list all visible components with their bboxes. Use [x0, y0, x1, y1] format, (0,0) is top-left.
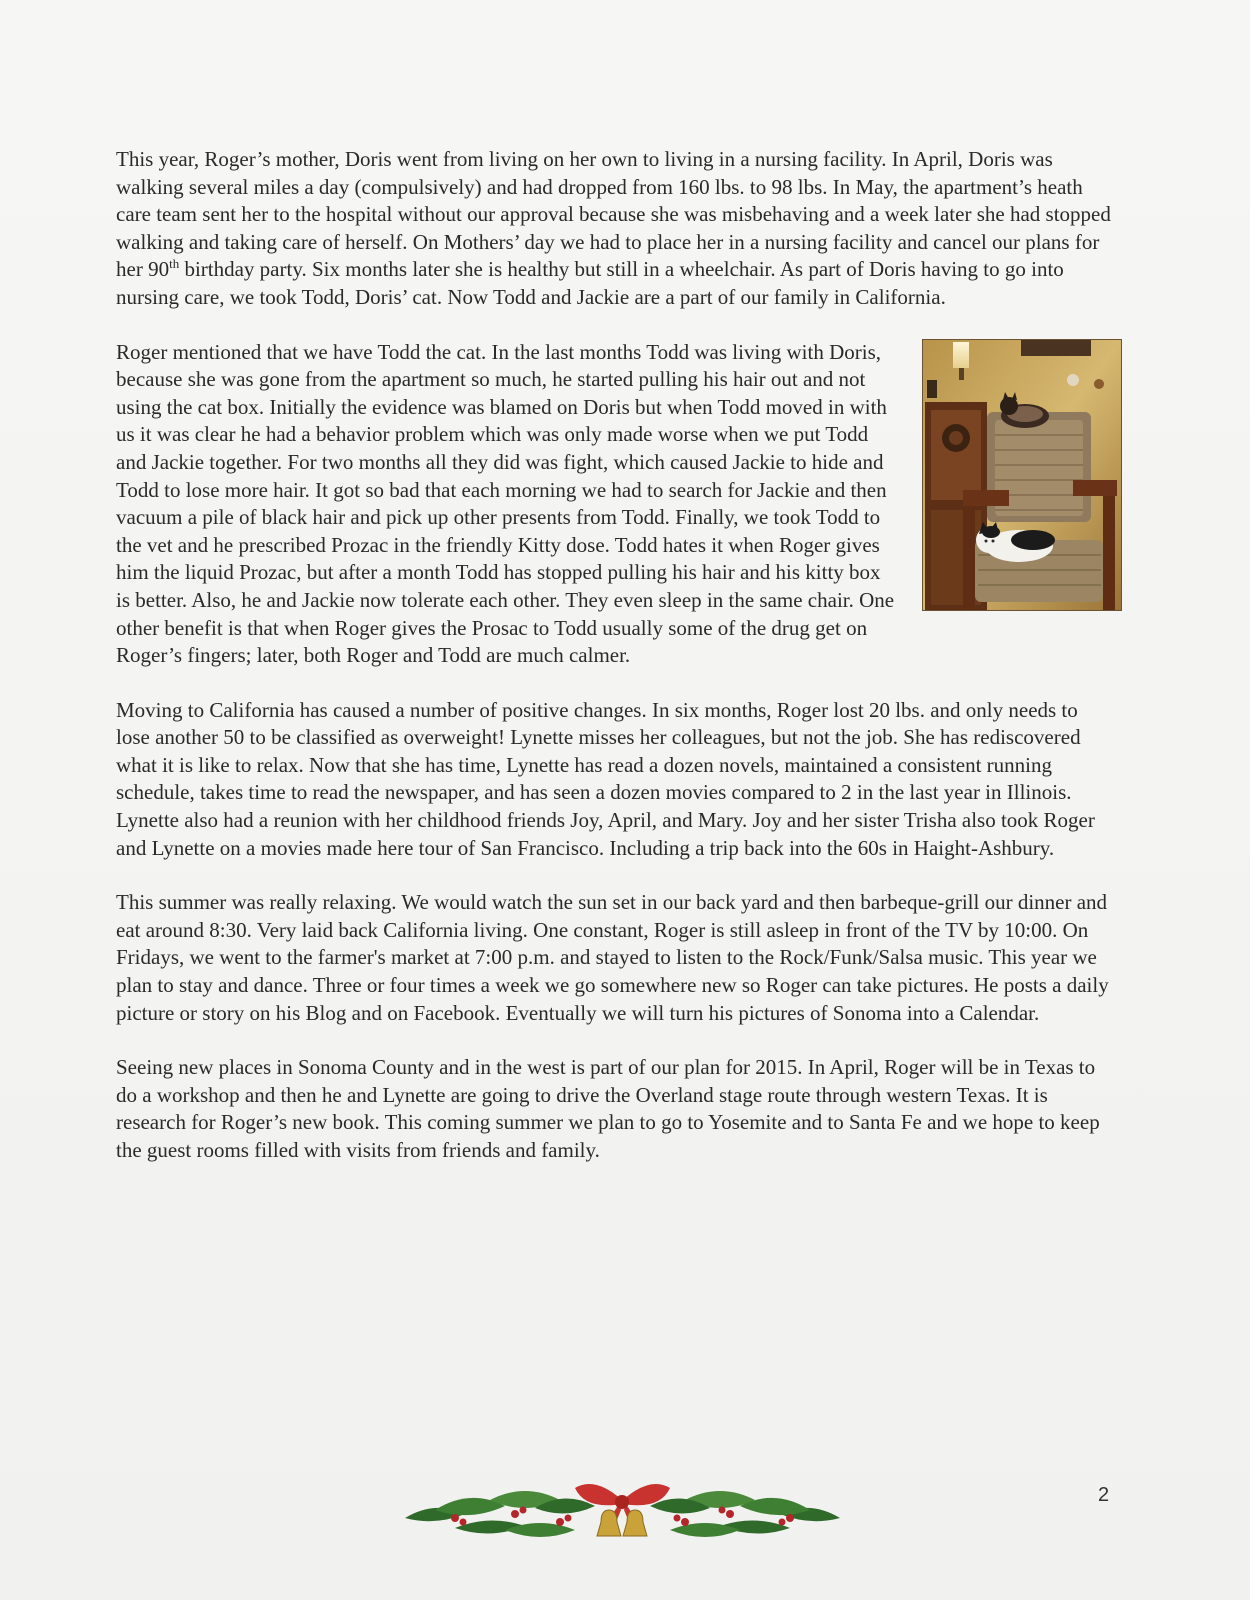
cats-on-chair-photo [922, 339, 1122, 611]
paragraph-plans-2015 [116, 1054, 1116, 1164]
paragraph-text: Roger mentioned that we have Todd the cat. In the last months Todd was living with Doris, because she was gone from the apartment so much, he started pulling his hair out and not using the cat box. Initially the evidence was blamed on Doris but when Todd moved in with us it was clear he had a behavior problem which was only made worse when we put Todd and Jackie together. For two months all they did was fight, which caused Jackie to hide and Todd to lose more hair. It got so bad that each morning we had to search for Jackie and then vacuum a pile of black hair and pick up other presents from Todd. Finally, we took Todd to the vet and he prescribed Prozac in the friendly Kitty dose. Todd hates it when Roger gives him the liquid Prozac, but after a month Todd has stopped pulling his hair and his kitty box is better. Also, he and Jackie now tolerate each other. They even sleep in the same chair. One other benefit is that when Roger gives the Prosac to Todd usually some of the drug get on Roger’s fingers; later, both Roger and Todd are much calmer. [116, 339, 895, 668]
letter-body [116, 146, 1116, 1192]
paragraph-text: This year, Roger’s mother, Doris went from living on her own to living in a nursing facility. In April, Doris was walking several miles a day (compulsively) and had dropped from 160 lbs. to 98 lbs. In May, the apartment’s heath care team sent her to the hospital without our approval because she was misbehaving and a week later she had stopped walking and taking care of herself. On Mothers’ day we had to place her in a nursing facility and cancel our plans for her 90 [116, 147, 1111, 282]
paragraph-text: Moving to California has caused a number of positive changes. In six months, Roger lost 20 lbs. and only needs to lose another 50 to be classified as overweight! Lynette misses her colleagues, but not the job. She has rediscovered what it is like to relax. Now that she has time, Lynette has read a dozen novels, maintained a consistent running schedule, takes time to read the newspaper, and has seen a dozen movies compared to 2 in the last year in Illinois. Lynette also had a reunion with her childhood friends Joy, April, and Mary. Joy and her sister Trisha also took Roger and Lynette on a movies made here tour of San Francisco. Including a trip back into the 60s in Haight-Ashbury. [116, 697, 1095, 860]
paragraph-text: This summer was really relaxing. We would watch the sun set in our back yard and then barbeque-grill our dinner and eat around 8:30. Very laid back California living. One constant, Roger is still asleep in front of the TV by 10:00. On Fridays, we went to the farmer's market at 7:00 p.m. and stayed to listen to the Rock/Funk/Salsa music. This year we plan to stay and dance. Three or four times a week we go somewhere new so Roger can take pictures. He posts a daily picture or story on his Blog and on Facebook. Eventually we will turn his pictures of Sonoma into a Calendar. [116, 890, 1109, 1025]
paragraph-doris-nursing [116, 146, 1116, 312]
paragraph-summer [116, 889, 1116, 1027]
superscript-th: th [169, 256, 180, 272]
paragraph-todd-cat [116, 339, 1116, 670]
paragraph-text: birthday party. Six months later she is healthy but still in a wheelchair. As part of Doris having to go into nursing care, we took Todd, Doris’ cat. Now Todd and Jackie are a part of our family in California. [116, 257, 1064, 309]
holly-garland-icon [395, 1470, 850, 1560]
page-number: 2 [1098, 1484, 1110, 1506]
paragraph-california-changes [116, 697, 1116, 863]
paragraph-text: Seeing new places in Sonoma County and in the west is part of our plan for 2015. In April, Roger will be in Texas to do a workshop and then he and Lynette are going to drive the Overland stage route through western Texas. It is research for Roger’s new book. This coming summer we plan to go to Yosemite and to Santa Fe and we hope to keep the guest rooms filled with visits from friends and family. [116, 1055, 1100, 1162]
